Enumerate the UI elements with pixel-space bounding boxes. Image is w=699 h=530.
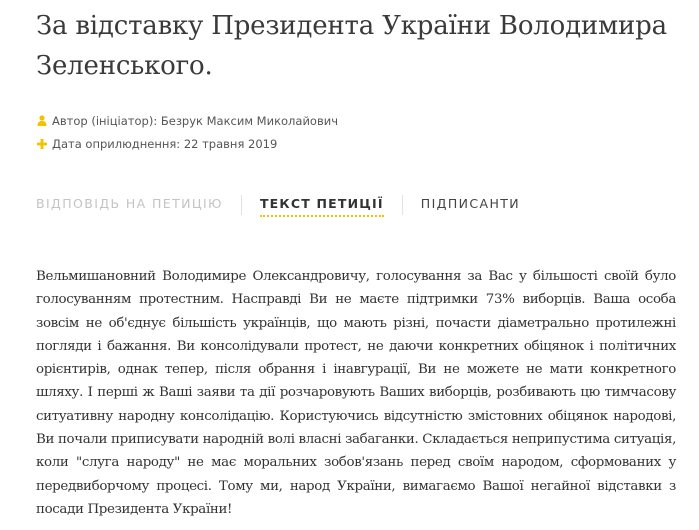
person-icon <box>36 115 47 127</box>
tab-signers[interactable]: ПІДПИСАНТИ <box>420 196 521 211</box>
author-row <box>36 111 338 130</box>
petition-body: Вельмишановний Володимире Олександровичу, голосування за Вас у більшості своїй було голосуванням протестним. Насправді Ви не маєте підтримки 73% виборців. Ваша особа зовсім не об'єднує більшість українців, що мають різні, почасти діаметрально протилежні погляди і бажання. Ви консолідували протест, не даючи конкретних обіцянок і політичних орієнтирів, однак тепер, після обрання і інавгурації, Ви не можете не мати конкретного шляху. І перші ж Ваші заяви та дії розчаровують Ваших виборців, розбивають цю тимчасову ситуативну народну консолідацію. Користуючись відсутністю змістовних обіцянок народові, Ви почали приписувати народній волі власні забаганки. Складається неприпустима ситуація, коли "слуга народу" не має моральних зобов'язань перед своїм народом, сформованих у передвиборчому процесі. Тому ми, народ України, вимагаємо Вашої негайної відставки з посади Президента України! <box>36 269 676 517</box>
tab-divider <box>241 195 242 215</box>
author-text: Автор (ініціатор): Безрук Максим Миколайович <box>52 113 339 128</box>
page-title: За відставку Президента України Володимира Зеленського. <box>36 11 667 81</box>
date-row <box>36 134 338 153</box>
date-text: Дата оприлюднення: 22 травня 2019 <box>52 136 278 151</box>
plus-icon <box>36 138 47 150</box>
petition-meta <box>36 111 338 157</box>
tab-divider <box>402 195 403 215</box>
petition-tabs <box>36 196 520 217</box>
tab-petition-text[interactable]: ТЕКСТ ПЕТИЦІЇ <box>260 196 384 217</box>
tab-response[interactable]: ВІДПОВІДЬ НА ПЕТИЦІЮ <box>36 196 223 211</box>
